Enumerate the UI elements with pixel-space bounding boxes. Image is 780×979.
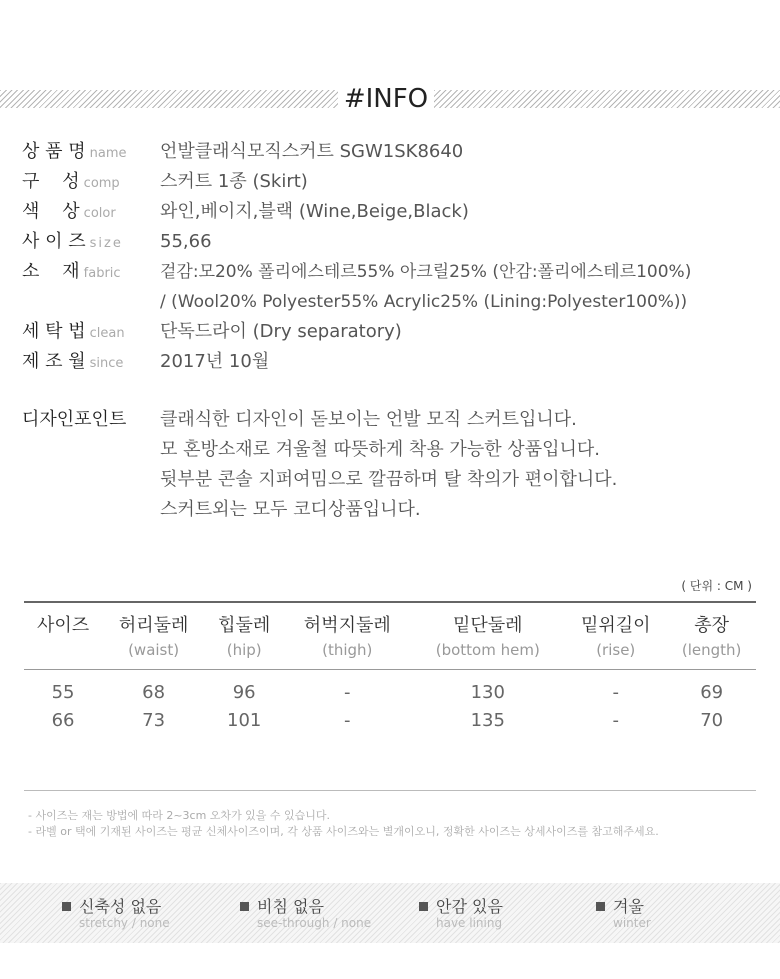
- feature-see-through: [240, 898, 371, 930]
- feature-sublabel: stretchy / none: [79, 916, 170, 930]
- feature-sublabel: have lining: [436, 916, 503, 930]
- col-header-hip: 힙둘레: [205, 602, 283, 638]
- table-cell: 55: [51, 681, 75, 703]
- info-value: 언발클래식모직스커트 SGW1SK8640: [160, 141, 464, 162]
- col-header-en: (bottom hem): [435, 641, 540, 659]
- feature-season: [596, 898, 651, 930]
- col-header-en: (rise): [596, 641, 636, 659]
- design-line: 클래식한 디자인이 돋보이는 언발 모직 스커트입니다.: [160, 409, 577, 430]
- table-cell: 135: [470, 709, 505, 731]
- info-label: 사 이 즈: [22, 231, 86, 252]
- info-label: 구 성: [22, 171, 80, 192]
- info-row-since: [22, 347, 772, 377]
- info-value: 단독드라이 (Dry separatory): [160, 321, 402, 342]
- design-point-lines: [160, 405, 617, 525]
- design-line: 모 혼방소재로 겨울철 따뜻하게 착용 가능한 상품입니다.: [160, 439, 600, 460]
- info-value: 겉감:모20% 폴리에스테르55% 아크릴25% (안감:폴리에스테르100%): [160, 262, 692, 282]
- col-header-en: (thigh): [322, 641, 373, 659]
- product-info-list: [22, 137, 772, 377]
- table-cell: 101: [227, 709, 262, 731]
- table-cell: -: [344, 681, 351, 703]
- info-row-color: [22, 197, 772, 227]
- note-line: - 사이즈는 재는 방법에 따라 2~3cm 오차가 있을 수 있습니다.: [28, 809, 331, 822]
- info-label-en: name: [89, 146, 127, 161]
- table-cell: -: [612, 709, 619, 731]
- info-label: 소 재: [22, 261, 80, 282]
- bullet-square-icon: [419, 902, 428, 911]
- table-row: [24, 678, 756, 706]
- info-label: 색 상: [22, 201, 80, 222]
- col-header-en: (length): [681, 641, 742, 659]
- info-label: 상 품 명: [22, 141, 86, 162]
- table-cell: 66: [51, 709, 75, 731]
- bullet-square-icon: [240, 902, 249, 911]
- info-value: 55,66: [160, 231, 212, 252]
- info-row-name: [22, 137, 772, 167]
- info-row-comp: [22, 167, 772, 197]
- design-line: 스커트외는 모두 코디상품입니다.: [160, 499, 421, 520]
- feature-label: 신축성 없음: [79, 897, 162, 916]
- design-point-label: 디자인포인트: [22, 409, 127, 430]
- table-cell: 70: [700, 709, 724, 731]
- feature-label: 비침 없음: [257, 897, 324, 916]
- table-cell: -: [612, 681, 619, 703]
- table-row: [24, 706, 756, 734]
- info-row-clean: [22, 317, 772, 347]
- info-value: 와인,베이지,블랙 (Wine,Beige,Black): [160, 201, 469, 222]
- page-title: #INFO: [343, 84, 429, 114]
- col-header-size: 사이즈: [24, 602, 102, 638]
- bullet-square-icon: [596, 902, 605, 911]
- info-label-en: comp: [83, 176, 120, 191]
- feature-label: 안감 있음: [436, 897, 503, 916]
- table-cell: 73: [142, 709, 166, 731]
- hatch-divider-right: [434, 90, 780, 108]
- col-header-waist: 허리둘레: [102, 602, 205, 638]
- bullet-square-icon: [62, 902, 71, 911]
- info-label: 세 탁 법: [22, 321, 86, 342]
- table-cell: -: [344, 709, 351, 731]
- info-label-en: fabric: [83, 266, 121, 281]
- col-header-en: [24, 638, 102, 670]
- size-table-divider: [24, 670, 756, 679]
- size-table-header-en: [24, 638, 756, 670]
- info-label-en: since: [89, 356, 124, 371]
- info-label-en: clean: [89, 326, 125, 341]
- info-row-fabric: [22, 257, 772, 287]
- col-header-en: (waist): [128, 641, 180, 659]
- design-line: 뒷부분 콘솔 지퍼여밈으로 깔끔하며 탈 착의가 편이합니다.: [160, 469, 618, 490]
- info-value: 2017년 10월: [160, 351, 270, 372]
- note-line: - 라벨 or 택에 기재된 사이즈는 평균 신체사이즈이며, 각 상품 사이즈와는 별개이오니, 정확한 사이즈는 상세사이즈를 참고해주세요.: [28, 825, 659, 838]
- feature-stretch: [62, 898, 170, 930]
- size-table: [24, 601, 756, 734]
- info-value-fabric-en: / (Wool20% Polyester55% Acrylic25% (Lining:Polyester100%)): [160, 292, 688, 312]
- col-header-length: 총장: [667, 602, 756, 638]
- col-header-thigh: 허벅지둘레: [283, 602, 411, 638]
- table-cell: 68: [142, 681, 166, 703]
- feature-lining: [419, 898, 503, 930]
- col-header-en: (hip): [226, 641, 262, 659]
- info-label-en: color: [83, 206, 116, 221]
- table-cell: 69: [700, 681, 724, 703]
- table-cell: 130: [470, 681, 505, 703]
- info-row-size: [22, 227, 772, 257]
- info-label-en: size: [89, 236, 123, 251]
- size-table-bottom-divider: [24, 790, 756, 791]
- table-cell: 96: [232, 681, 256, 703]
- feature-sublabel: see-through / none: [257, 916, 372, 930]
- size-table-header: [24, 602, 756, 638]
- size-notes: [28, 808, 659, 840]
- hatch-divider-left: [0, 90, 338, 108]
- col-header-rise: 밑위길이: [564, 602, 667, 638]
- design-point: [22, 405, 772, 525]
- feature-bar: [0, 883, 780, 943]
- col-header-hem: 밑단둘레: [411, 602, 564, 638]
- info-label: 제 조 월: [22, 351, 86, 372]
- info-value: 스커트 1종 (Skirt): [160, 171, 308, 192]
- info-header: [0, 86, 780, 112]
- size-unit: ( 단위 : CM ): [681, 579, 752, 593]
- feature-label: 겨울: [613, 897, 644, 916]
- feature-sublabel: winter: [613, 916, 651, 930]
